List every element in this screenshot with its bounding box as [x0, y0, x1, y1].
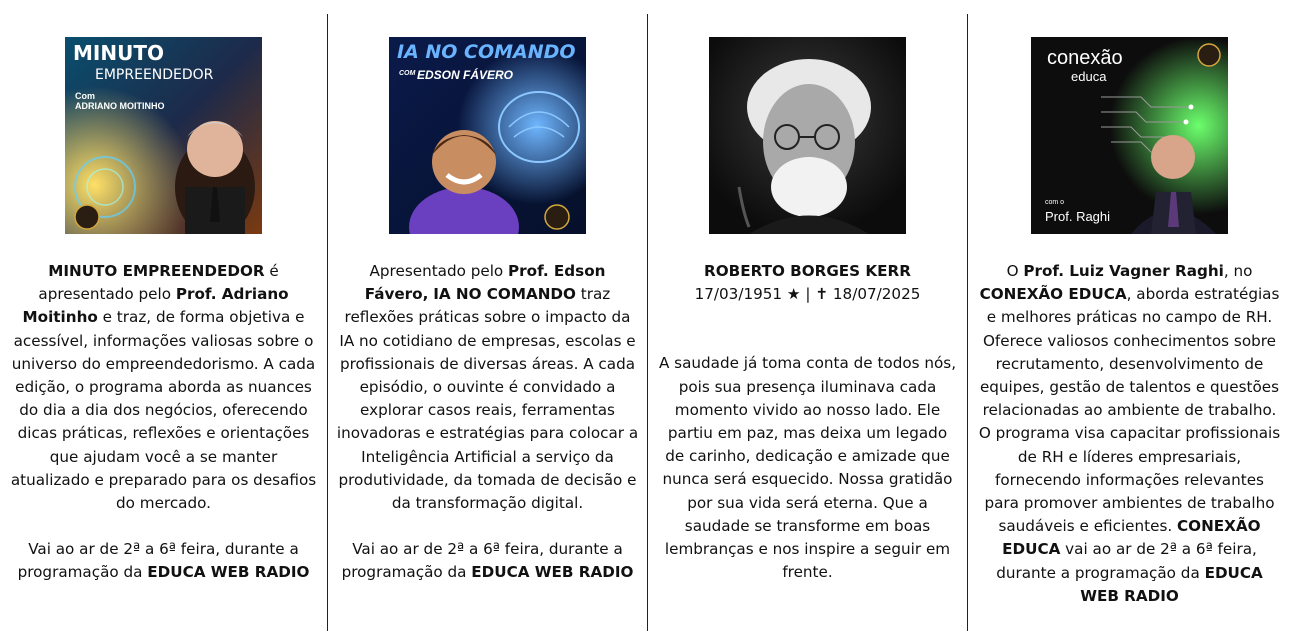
card-minuto-empreendedor	[0, 0, 327, 639]
program-name: CONEXÃO EDUCA	[979, 285, 1127, 304]
cover-host-prefix: COM	[399, 70, 416, 77]
station-name: EDUCA WEB RADIO	[147, 563, 310, 582]
death-date: ✝ 18/07/2025	[815, 285, 921, 304]
cover-host-prefix: Com	[75, 91, 95, 101]
schedule-text: Vai ao ar de 2ª a 6ª feira, durante a programação da	[17, 540, 299, 582]
intro-text: Apresentado pelo	[369, 262, 509, 280]
schedule-text: vai ao ar de 2ª a 6ª feira, durante a programação da	[996, 540, 1257, 582]
portrait-art	[709, 37, 906, 234]
host-name: Prof. Luiz Vagner Raghi	[1023, 262, 1224, 280]
cover-title: MINUTO	[73, 41, 164, 65]
person-name: ROBERTO BORGES KERR	[704, 262, 911, 280]
program-name: MINUTO EMPREENDEDOR	[48, 262, 265, 280]
tribute-text: A saudade já toma conta de todos nós, pois sua presença iluminava cada momento vivido ao nosso lado. Ele partiu em paz, mas deixa um legado de carinho, dedicação e amizade que nunca será esquecido. Nossa gratidão por sua vida será eterna. Que a saudade se transforme em boas lembranças e nos inspire a seguir em frente.	[658, 354, 957, 582]
intro-text: é apresentado pelo	[38, 262, 279, 304]
card-description	[976, 260, 1283, 608]
cover-host: EDSON FÁVERO	[417, 68, 514, 82]
cover-host: ADRIANO MOITINHO	[75, 101, 165, 111]
cover-title-bottom: educa	[1071, 69, 1107, 84]
ia-cover-art	[389, 37, 586, 234]
date-separator: |	[800, 285, 816, 304]
cover-subtitle: EMPREENDEDOR	[95, 67, 214, 83]
card-conexao-educa	[968, 0, 1291, 639]
card-tribute	[648, 0, 967, 639]
card-description	[656, 260, 959, 584]
card-description	[336, 260, 639, 585]
station-name: EDUCA WEB RADIO	[471, 563, 634, 582]
conexao-educa-cover-image[interactable]	[1031, 37, 1228, 234]
cover-host: Prof. Raghi	[1045, 209, 1111, 224]
cover-title: IA NO COMANDO	[397, 41, 576, 63]
tribute-portrait-image[interactable]	[709, 37, 906, 234]
cover-host-prefix: com o	[1045, 199, 1065, 206]
program-name: IA NO COMANDO	[433, 285, 576, 304]
ia-no-comando-cover-image[interactable]	[389, 37, 586, 234]
body-text: , aborda estratégias e melhores práticas no campo de RH. Oferece valiosos conhecimentos sobre recrutamento, desenvolvimento de equipes, gestão de talentos e questões relacionadas ao ambiente de trabalho. O programa visa capacitar profissionais de RH e líderes empresariais, fornecendo informações relevantes para promover ambientes de trabalho saudáveis e eficientes.	[978, 285, 1281, 536]
schedule-text: Vai ao ar de 2ª a 6ª feira, durante a programação da	[341, 540, 623, 582]
body-text: e traz, de forma objetiva e acessível, informações valiosas sobre o universo do empreendedorismo. A cada edição, o programa aborda as nuances do dia a dia dos negócios, oferecendo dicas práticas, reflexões e orientações que ajudam você a se manter atualizado e preparado para os desafios do mercado.	[10, 308, 317, 513]
host-name: Prof. Adriano Moitinho	[22, 285, 289, 327]
minuto-empreendedor-cover-image[interactable]	[65, 37, 262, 234]
station-name: EDUCA WEB RADIO	[1080, 563, 1263, 605]
birth-date: 17/03/1951 ★	[694, 285, 801, 304]
pre-text: O	[1006, 262, 1024, 280]
card-ia-no-comando	[328, 0, 647, 639]
cover-title-top: conexão	[1047, 47, 1123, 69]
host-name: Prof. Edson Fávero,	[364, 262, 606, 304]
body-text: traz reflexões práticas sobre o impacto da IA no cotidiano de empresas, escolas e profissionais de diversas áreas. A cada episódio, o ouvinte é convidado a explorar casos reais, ferramentas inovadoras e estratégias para colocar a Inteligência Artificial a serviço da produtividade, da tomada de decisão e da transformação digital.	[336, 285, 639, 513]
program-name-again: CONEXÃO EDUCA	[1002, 517, 1261, 559]
card-description	[8, 260, 319, 585]
mid-text: , no	[1223, 262, 1253, 280]
